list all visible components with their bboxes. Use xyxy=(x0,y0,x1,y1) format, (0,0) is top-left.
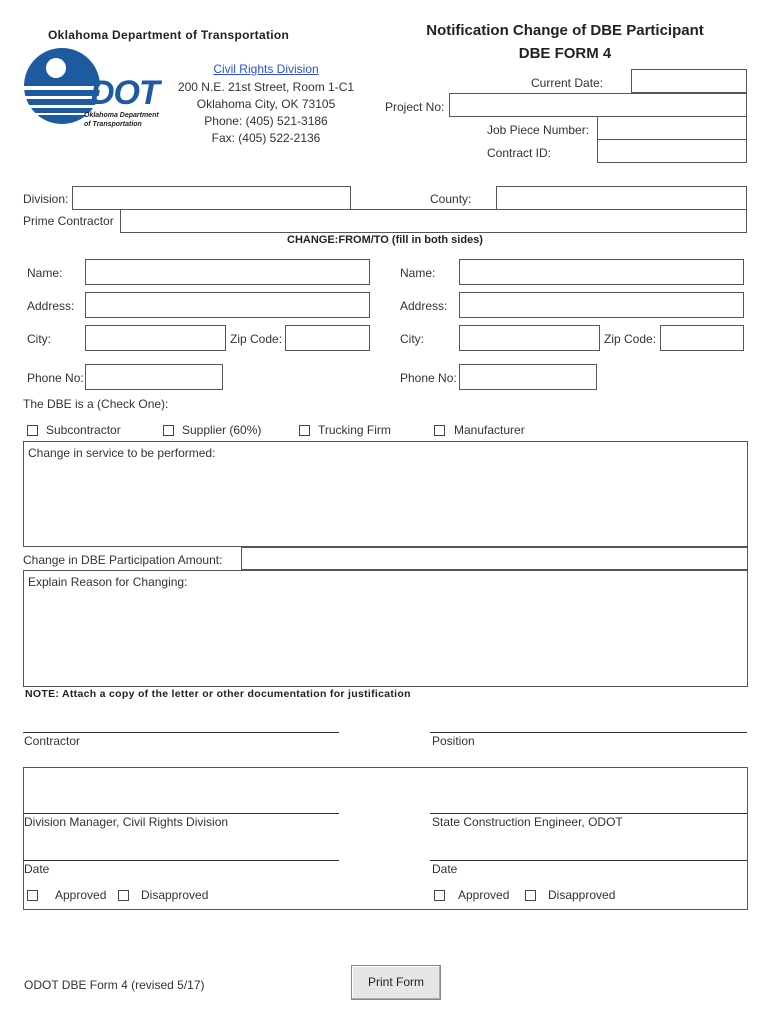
from-address-field[interactable] xyxy=(85,292,370,318)
county-label: County: xyxy=(430,192,472,206)
logo-subtitle-2: of Transportation xyxy=(84,121,142,128)
prime-contractor-label: Prime Contractor xyxy=(23,214,114,228)
prime-contractor-field[interactable] xyxy=(120,209,747,233)
left-disapproved-checkbox[interactable] xyxy=(118,890,129,901)
to-city-field[interactable] xyxy=(459,325,600,351)
job-piece-label: Job Piece Number: xyxy=(487,123,590,137)
from-zip-label: Zip Code: xyxy=(230,332,283,346)
service-change-label: Change in service to be performed: xyxy=(28,446,216,460)
right-disapproved-checkbox[interactable] xyxy=(525,890,536,901)
from-phone-label: Phone No: xyxy=(27,371,84,385)
contractor-signature-line[interactable] xyxy=(23,732,339,733)
subcontractor-label: Subcontractor xyxy=(46,423,121,437)
left-approved-checkbox[interactable] xyxy=(27,890,38,901)
division-manager-line[interactable] xyxy=(23,813,339,814)
logo-text: DOT xyxy=(90,74,159,112)
amount-field[interactable] xyxy=(241,547,748,570)
supplier-checkbox[interactable] xyxy=(163,425,174,436)
from-city-label: City: xyxy=(27,332,51,346)
position-label: Position xyxy=(432,734,475,748)
to-name-label: Name: xyxy=(400,266,436,280)
office-phone: Phone: (405) 521-3186 xyxy=(204,114,328,128)
to-name-field[interactable] xyxy=(459,259,744,285)
dbe-type-question: The DBE is a (Check One): xyxy=(23,397,169,411)
right-approved-checkbox[interactable] xyxy=(434,890,445,901)
trucking-firm-checkbox[interactable] xyxy=(299,425,310,436)
state-engineer-line[interactable] xyxy=(430,813,747,814)
office-city: Oklahoma City, OK 73105 xyxy=(196,97,336,111)
to-city-label: City: xyxy=(400,332,424,346)
to-zip-label: Zip Code: xyxy=(604,332,657,346)
print-form-button[interactable]: Print Form xyxy=(351,965,441,1000)
position-line[interactable] xyxy=(430,732,747,733)
amount-label: Change in DBE Participation Amount: xyxy=(23,553,223,567)
reason-label: Explain Reason for Changing: xyxy=(28,575,188,589)
from-name-field[interactable] xyxy=(85,259,370,285)
manufacturer-label: Manufacturer xyxy=(454,423,525,437)
manufacturer-checkbox[interactable] xyxy=(434,425,445,436)
from-phone-field[interactable] xyxy=(85,364,223,390)
left-disapproved-label: Disapproved xyxy=(141,888,209,902)
to-zip-field[interactable] xyxy=(660,325,744,351)
contract-id-field[interactable] xyxy=(597,139,747,163)
current-date-field[interactable] xyxy=(631,69,747,93)
logo-subtitle-1: Oklahoma Department xyxy=(84,112,159,119)
right-approved-label: Approved xyxy=(458,888,510,902)
contract-id-label: Contract ID: xyxy=(487,146,552,160)
agency-name: Oklahoma Department of Transportation xyxy=(48,28,290,42)
left-approved-label: Approved xyxy=(55,888,107,902)
office-fax: Fax: (405) 522-2136 xyxy=(211,131,321,145)
date-left-line[interactable] xyxy=(23,860,339,861)
from-city-field[interactable] xyxy=(85,325,226,351)
job-piece-field[interactable] xyxy=(597,116,747,140)
from-zip-field[interactable] xyxy=(285,325,370,351)
to-phone-label: Phone No: xyxy=(400,371,457,385)
project-no-label: Project No: xyxy=(385,100,445,114)
form-title: Notification Change of DBE Participant xyxy=(426,22,704,39)
to-address-field[interactable] xyxy=(459,292,744,318)
date-right-line[interactable] xyxy=(430,860,747,861)
from-address-label: Address: xyxy=(27,299,75,313)
supplier-label: Supplier (60%) xyxy=(182,423,262,437)
change-heading: CHANGE:FROM/TO (fill in both sides) xyxy=(287,234,483,246)
to-address-label: Address: xyxy=(400,299,448,313)
project-no-field[interactable] xyxy=(449,93,747,117)
division-field[interactable] xyxy=(72,186,351,210)
county-field[interactable] xyxy=(496,186,747,210)
date-left-label: Date xyxy=(24,862,50,876)
approval-section xyxy=(23,767,748,910)
justification-note: NOTE: Attach a copy of the letter or other documentation for justification xyxy=(25,688,411,700)
current-date-label: Current Date: xyxy=(531,76,604,90)
date-right-label: Date xyxy=(432,862,458,876)
to-phone-field[interactable] xyxy=(459,364,597,390)
odot-logo xyxy=(22,46,172,131)
contractor-label: Contractor xyxy=(24,734,81,748)
office-address: 200 N.E. 21st Street, Room 1-C1 xyxy=(177,80,355,94)
from-name-label: Name: xyxy=(27,266,63,280)
civil-rights-link[interactable]: Civil Rights Division xyxy=(213,62,319,76)
form-number: DBE FORM 4 xyxy=(518,45,612,62)
form-revision: ODOT DBE Form 4 (revised 5/17) xyxy=(24,978,205,992)
subcontractor-checkbox[interactable] xyxy=(27,425,38,436)
division-manager-label: Division Manager, Civil Rights Division xyxy=(24,815,229,829)
trucking-firm-label: Trucking Firm xyxy=(318,423,391,437)
division-label: Division: xyxy=(23,192,69,206)
state-engineer-label: State Construction Engineer, ODOT xyxy=(432,815,623,829)
right-disapproved-label: Disapproved xyxy=(548,888,616,902)
